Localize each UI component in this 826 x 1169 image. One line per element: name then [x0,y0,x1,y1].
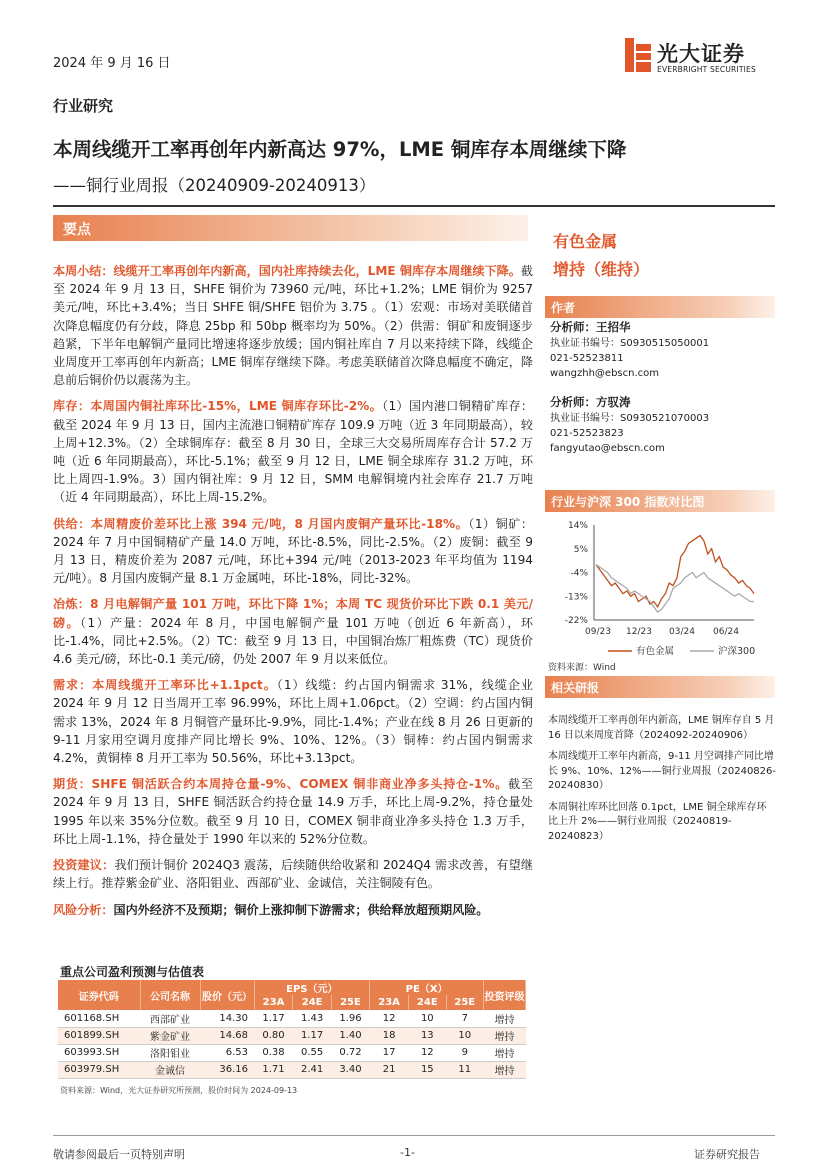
series-line [596,536,754,607]
paragraph-smelting [53,595,533,668]
paragraph-heading: 投资建议： [53,858,115,873]
paragraph-text: 我们预计铜价 2024Q3 震荡，后续随供给收紧和 2024Q4 需求改善，有望继续上行。推荐紫金矿业、洛阳钼业、西部矿业、金诚信，关注铜陵有色。 [53,858,533,891]
cell-rating: 增持 [484,1010,526,1027]
table-source: 资料来源：Wind，光大证券研究所预测，股价时间为 2024-09-13 [60,1086,298,1095]
footer-disclaimer: 敬请参阅最后一页特别声明 [53,1148,185,1161]
table-row [58,1044,526,1061]
cell-pe: 17 [370,1044,409,1061]
report-date: 2024 年 9 月 16 日 [53,56,171,71]
header-year: 23A [254,995,293,1010]
cell-eps: 1.17 [254,1010,293,1027]
paragraph-heading: 冶炼：8 月电解铜产量 101 万吨，环比下降 1%；本周 TC 现货价环比下跌 0.1 美元/磅。 [53,597,533,630]
paragraph-text: （1）线缆：约占国内铜需求 31%，线缆企业 2024 年 9 月 12 日当周开工率 96.99%，环比上周+1.06pct。（2）空调：约占国内铜需求 13%，2024 年 8 月铜管产量环比-9.9%，同比-1.4%；产业在线 8 月 26 日更新的 9-11 月家用空调月度排产同比增长 9%、10%、12%。（3）铜棒：约占国内铜需求 4.2%，黄铜棒 8 月开工率为 50.56%，环比+3.13pct。 [53,678,533,766]
cell-eps: 1.40 [331,1027,369,1044]
cell-price: 14.30 [200,1010,254,1027]
cell-price: 6.53 [200,1044,254,1061]
cell-pe: 21 [370,1061,409,1078]
footer-divider [53,1135,775,1136]
cell-price: 36.16 [200,1061,254,1078]
cell-rating: 增持 [484,1044,526,1061]
logo-text-en: EVERBRIGHT SECURITIES [657,65,756,74]
paragraph-text: 截至 2024 年 9 月 13 日，SHFE 铜活跃合约持仓量 14.9 万手，环比上周-9.2%，持仓量处 1995 年以来 35%分位数。截至 9 月 10 日，COMEX 铜非商业净多头持仓 1.3 万手，环比上周-1.1%，持仓量处于 1990 年以来的 52%分位数。 [53,777,533,846]
page-number: -1- [400,1146,415,1159]
logo-text-cn: 光大证券 [657,42,745,66]
everbright-logo-icon [625,38,651,72]
cell-name: 洛阳钼业 [140,1044,200,1061]
paragraph-summary [53,262,533,389]
cell-code: 603979.SH [58,1061,140,1078]
cell-eps: 1.43 [293,1010,331,1027]
related-report-link[interactable]: 本周线缆开工率再创年内新高，LME 铜库存自 5 月 16 日以来周度首降（2024092-20240906） [548,715,775,741]
sector-name: 有色金属 [553,232,618,251]
header-pe: PE（X） [370,980,484,995]
paragraph-text: （1）铜矿：2024 年 7 月中国铜精矿产量 14.0 万吨，环比-8.5%，同比-2.5%。（2）废铜：截至 9 月 13 日，精废价差为 2087 元/吨，环比+394 元/吨（2013-2023 年平均值为 1194 元/吨）。8 月国内废铜产量 8.1 万金属吨，环比-18%，同比-32%。 [53,516,533,586]
header-name: 公司名称 [140,980,200,1010]
report-category: 行业研究 [53,97,114,115]
chart-source: 资料来源：Wind [548,663,616,673]
cell-pe: 18 [370,1027,409,1044]
analyst-cert: 执业证书编号：S0930521070003 [550,413,710,424]
cell-eps: 0.72 [331,1044,369,1061]
table-row [58,1010,526,1027]
header-year: 24E [409,995,446,1010]
rating: 增持（维持） [553,260,650,279]
cell-eps: 1.71 [254,1061,293,1078]
table-row [58,1061,526,1078]
related-bar [545,676,775,698]
header-year: 23A [370,995,409,1010]
cell-price: 14.68 [200,1027,254,1044]
paragraph-inventory [53,397,533,506]
paragraph-text: 国内外经济不及预期；铜价上涨抑制下游需求；供给释放超预期风险。 [113,902,489,917]
y-tick-label: -4% [570,568,588,579]
y-tick-label: 14% [567,521,588,531]
header-price: 股价（元） [200,980,254,1010]
paragraph-heading: 风险分析： [53,902,114,917]
analyst-phone: 021-52523811 [550,353,624,364]
cell-pe: 9 [446,1044,483,1061]
report-subtitle: ——铜行业周报（20240909-20240913） [53,176,376,195]
cell-pe: 10 [446,1027,483,1044]
paragraph-heading: 本周小结：线缆开工率再创年内新高，国内社库持续去化，LME 铜库存本周继续下降。 [53,264,521,278]
index-comparison-chart [548,515,776,665]
cell-name: 西部矿业 [140,1010,200,1027]
table-title: 重点公司盈利预测与估值表 [60,965,205,979]
paragraph-heading: 期货：SHFE 铜活跃合约本周持仓量-9%、COMEX 铜非商业净多头持仓-1%。 [53,777,509,792]
header-year: 24E [293,995,331,1010]
x-tick-label: 12/23 [626,627,652,637]
header-divider [53,205,775,207]
cell-eps: 3.40 [331,1061,369,1078]
chart-label: 行业与沪深 300 指数对比图 [551,495,705,509]
report-title: 本周线缆开工率再创年内新高达 97%，LME 铜库存本周继续下降 [53,138,627,161]
paragraph-heading: 需求：本周线缆开工率环比+1.1pct。 [53,678,277,693]
footer-report-type: 证券研究报告 [694,1148,760,1161]
paragraph-text: （1）产量：2024 年 8 月，中国电解铜产量 101 万吨（创近 6 年新高），环比-1.4%，同比+2.5%。（2）TC：截至 9 月 13 日，中国铜冶炼厂粗炼费（TC）现货价 4.6 美元/磅，环比-0.1 美元/磅，仍处 2007 年 9 月以来低位。 [53,615,533,667]
cell-eps: 2.41 [293,1061,331,1078]
analyst-name: 分析师：王招华 [550,320,631,334]
header-code: 证券代码 [58,980,140,1010]
paragraph-heading: 供给：本周精废价差环比上涨 394 元/吨，8 月国内废铜产量环比-18%。 [53,516,469,531]
cell-code: 601899.SH [58,1027,140,1044]
cell-eps: 1.17 [293,1027,331,1044]
valuation-table [58,980,526,1079]
header-year: 25E [446,995,483,1010]
related-report-link[interactable]: 本周线缆开工率年内新高，9-11 月空调排产同比增长 9%、10%、12%——铜行业周报（20240826-20240830） [548,751,777,791]
paragraph-risk [53,901,533,919]
paragraph-futures [53,775,533,848]
chart-bar [545,490,775,512]
cell-name: 金诚信 [140,1061,200,1078]
company-logo [625,38,775,78]
analyst-cert: 执业证书编号：S0930515050001 [550,338,710,349]
cell-pe: 7 [446,1010,483,1027]
related-label: 相关研报 [551,681,600,695]
analyst-card [550,395,709,456]
cell-eps: 0.38 [254,1044,293,1061]
paragraph-advice [53,856,533,892]
authors-bar [545,296,775,318]
cell-eps: 1.96 [331,1010,369,1027]
paragraph-heading: 库存：本周国内铜社库环比-15%，LME 铜库存环比-2%。 [53,399,383,414]
header-rating: 投资评级 [484,980,526,1010]
cell-pe: 11 [446,1061,483,1078]
x-tick-label: 09/23 [585,627,611,637]
cell-code: 603993.SH [58,1044,140,1061]
header-eps: EPS（元） [254,980,370,995]
analyst-phone: 021-52523823 [550,428,624,439]
key-points-bar [53,215,528,241]
analyst-email[interactable]: wangzhh@ebscn.com [550,368,659,379]
analyst-card [550,320,709,381]
cell-pe: 12 [409,1044,446,1061]
cell-pe: 13 [409,1027,446,1044]
authors-label: 作者 [551,301,576,315]
cell-pe: 12 [370,1010,409,1027]
header-year: 25E [331,995,369,1010]
key-points-label: 要点 [63,222,91,238]
x-tick-label: 06/24 [713,627,739,637]
sector-rating [553,228,649,284]
cell-pe: 15 [409,1061,446,1078]
legend-label: 有色金属 [636,646,675,657]
analyst-email[interactable]: fangyutao@ebscn.com [550,443,665,454]
paragraph-demand [53,676,533,767]
related-report-link[interactable]: 本周铜社库环比回落 0.1pct，LME 铜全球库存环比上升 2%——铜行业周报（20240819-20240823） [548,801,767,842]
y-tick-label: -22% [564,616,588,626]
analyst-name: 分析师：方驭涛 [550,395,631,409]
cell-rating: 增持 [484,1061,526,1078]
y-tick-label: 5% [573,544,588,555]
cell-pe: 10 [409,1010,446,1027]
legend-label: 沪深300 [718,646,756,657]
y-tick-label: -13% [564,592,588,603]
cell-code: 601168.SH [58,1010,140,1027]
cell-name: 紫金矿业 [140,1027,200,1044]
key-points-body [53,262,533,927]
paragraph-text: 截至 2024 年 9 月 13 日，SHFE 铜价为 73960 元/吨，环比+1.2%；LME 铜价为 9257 美元/吨，环比+3.4%；当日 SHFE 铜/SHFE 铝价为 3.75 。（1）宏观：市场对美联储首次降息幅度仍有分歧，降息 25bp 和 50bp 概率均为 50%。（2）供需：铜矿和废铜逐步趋紧，下半年电解铜产量同比增速将逐步放缓；国内铜社库自 7 月以来持续下降，线缆企业周度开工率再创年内新高；LME 铜库存继续下降。考虑美联储首次降息幅度不确定，降息前后铜价仍以震荡为主。 [53,264,533,388]
cell-eps: 0.55 [293,1044,331,1061]
cell-eps: 0.80 [254,1027,293,1044]
table-row [58,1027,526,1044]
paragraph-supply [53,515,533,588]
x-tick-label: 03/24 [669,627,695,637]
paragraph-text: （1）国内港口铜精矿库存：截至 2024 年 9 月 13 日，国内主流港口铜精矿库存 109.9 万吨（近 3 年同期最高），较上周+12.3%。（2）全球铜库存：截至 8 月 30 日，全球三大交易所周库存合计 57.2 万吨（近 6 年同期最高），环比-5.1%；截至 9 月 12 日，LME 铜全球库存 31.2 万吨，环比上周四-1.9%。3）国内铜社库：9 月 12 日，SMM 电解铜境内社会库存 21.7 万吨（近 4 年同期最高），环比上周-15.2%。 [53,399,533,505]
cell-rating: 增持 [484,1027,526,1044]
related-reports [548,714,776,851]
